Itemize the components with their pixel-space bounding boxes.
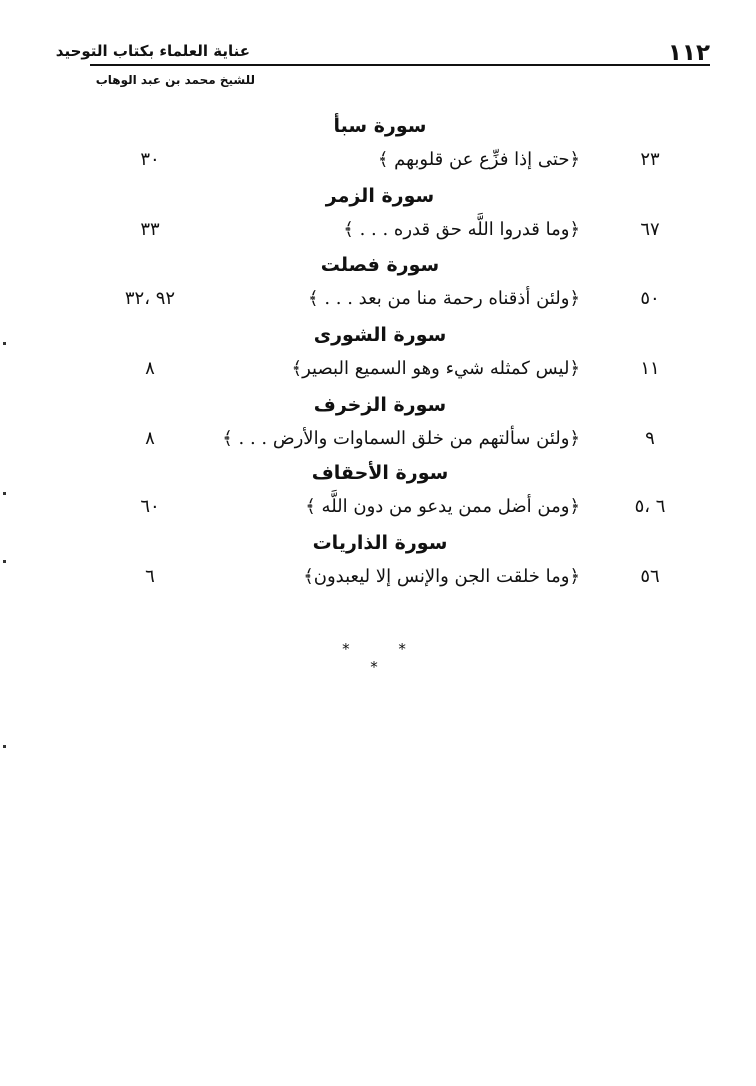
page-reference: ٣٣	[140, 219, 160, 240]
verse-text: ﴿ومن أضل ممن يدعو من دون اللَّه ﴾	[305, 496, 580, 517]
page-reference: ٩٢ ،٣٢	[124, 288, 176, 309]
verse-number: ١١	[640, 358, 660, 379]
page-number: ١١٢	[667, 40, 710, 66]
surah-heading: سورة فصلت	[320, 254, 440, 276]
page-reference: ٦٠	[140, 496, 160, 517]
verse-text: ﴿ولئن سألتهم من خلق السماوات والأرض . . . ﴾	[222, 428, 580, 449]
verse-row	[0, 566, 756, 596]
verse-row	[0, 496, 756, 526]
verse-text: ﴿ليس كمثله شيء وهو السميع البصير﴾	[291, 358, 580, 379]
margin-speck	[3, 342, 6, 345]
verse-text: ﴿وما خلقت الجن والإنس إلا ليعبدون﴾	[303, 566, 580, 587]
asterisk-separator: * * *	[342, 640, 428, 676]
verse-text: ﴿وما قدروا اللَّه حق قدره . . . ﴾	[343, 219, 580, 240]
surah-heading: سورة الذاريات	[312, 532, 448, 554]
margin-speck	[3, 492, 6, 495]
surah-heading: سورة الأحقاف	[311, 462, 449, 484]
verse-number: ٢٣	[640, 149, 660, 170]
verse-number: ٦٧	[640, 219, 660, 240]
header-rule	[90, 64, 710, 66]
verse-text: ﴿ولئن أذقناه رحمة منا من بعد . . . ﴾	[308, 288, 580, 309]
author-line: للشيخ محمد بن عبد الوهاب	[95, 73, 255, 87]
verse-row	[0, 149, 756, 179]
verse-number: ٩	[645, 428, 655, 449]
margin-speck	[3, 560, 6, 563]
surah-heading: سورة سبأ	[333, 115, 427, 137]
verse-text: ﴿حتى إذا فزِّع عن قلوبهم ﴾	[377, 149, 580, 170]
verse-number: ٥٠	[640, 288, 660, 309]
book-title: عناية العلماء بكتاب التوحيد	[55, 42, 250, 60]
page-reference: ٨	[145, 358, 155, 379]
surah-heading: سورة الزمر	[325, 185, 435, 207]
surah-heading: سورة الشورى	[313, 324, 447, 346]
margin-speck	[3, 745, 6, 748]
page-reference: ٣٠	[140, 149, 160, 170]
verse-row	[0, 428, 756, 458]
verse-row	[0, 288, 756, 318]
page-reference: ٨	[145, 428, 155, 449]
verse-number: ٦ ،٥	[634, 496, 666, 517]
page-reference: ٦	[145, 566, 155, 587]
verse-row	[0, 358, 756, 388]
verse-number: ٥٦	[640, 566, 660, 587]
surah-heading: سورة الزخرف	[313, 394, 447, 416]
verse-row	[0, 219, 756, 249]
